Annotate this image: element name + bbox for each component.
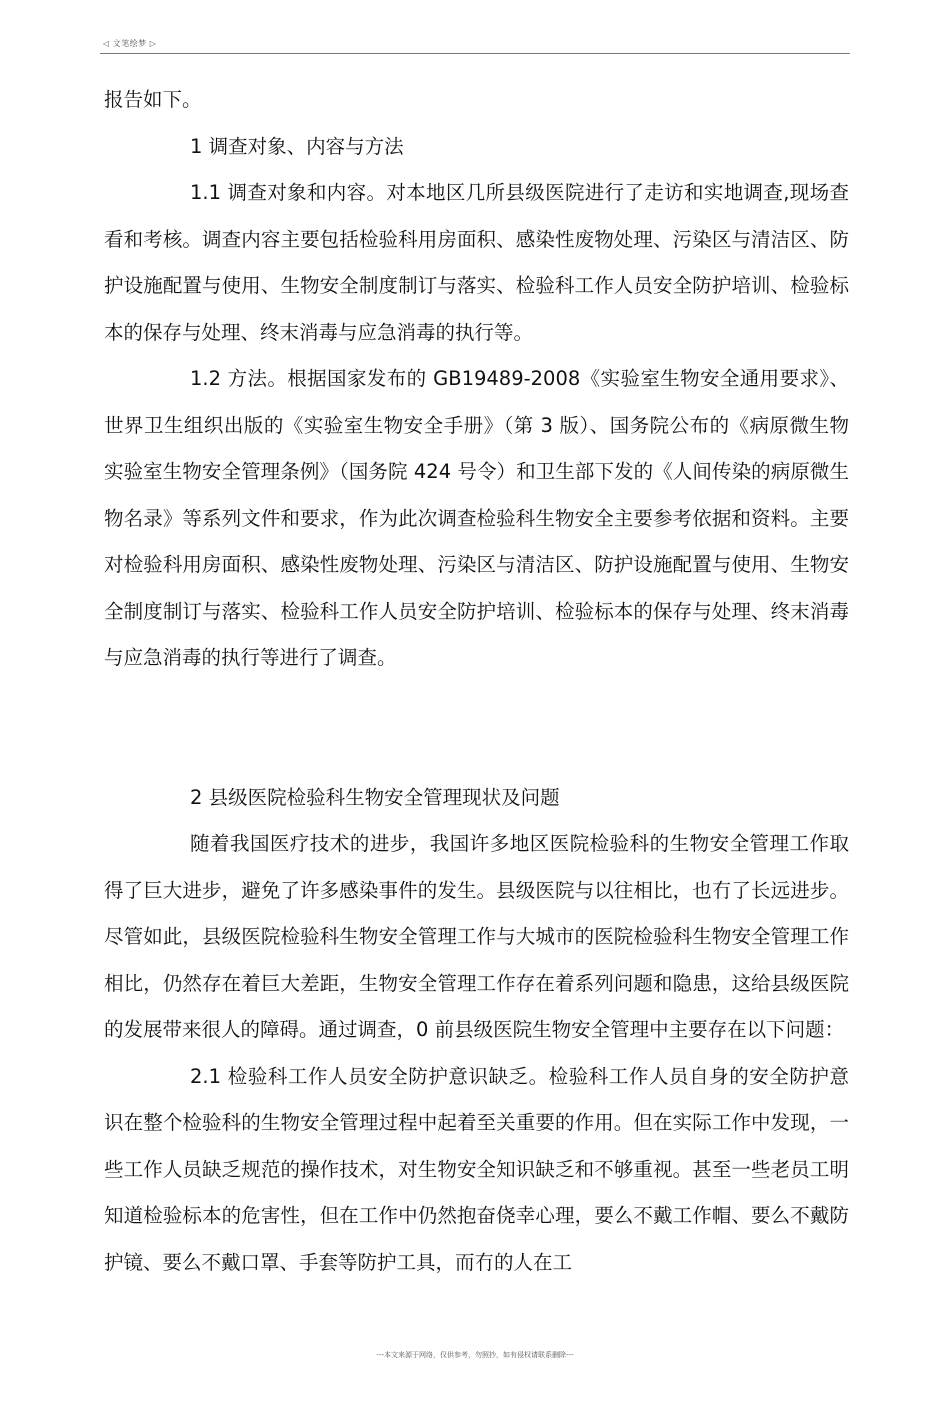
section-heading-2: 2 县级医院检验科生物安全管理现状及问题 [190,785,560,809]
section-heading-1: 1 调查对象、内容与方法 [190,134,404,158]
document-body [104,77,849,1286]
paragraph-2-intro: 随着我国医疗技术的进步，我国许多地区医院检验科的生物安全管理工作取得了巨大进步，避免了许多感染事件的发生。县级医院与以往相比，也冇了长远进步。尽管如此，县级医院检验科生物安全管理工作与大城市的医院检验科生物安全管理工作相比，仍然存在着巨大差距，生物安全管理工作存在着系列问题和隐患，这给县级医院的发展带来很人的障碍。通过调查，0 前县级医院生物安全管理中主要存在以下问题： [104,832,849,1041]
page-header: ◁ 文笔绘梦 ▷ [103,39,157,48]
paragraph-1-1: 1.1 调查对象和内容。对本地区几所县级医院进行了走访和实地调查,现场查看和考核。调查内容主要包括检验科用房面积、感染性废物处理、污染区与清洁区、防护设施配置与使用、生物安全制度制订与落实、检验科工作人员安全防护培训、检验标本的保存与处理、终末消毒与应急消毒的执行等。 [104,181,849,344]
paragraph-intro: 报告如下。 [104,88,202,111]
paragraph-1-2: 1.2 方法。根据国家发布的 GB19489-2008《实验室生物安全通用要求》、世界卫生组织出版的《实验室生物安全手册》（第 3 版）、国务院公布的《病原微生物实验室生物安全管理条例》（国务院 424 号令）和卫生部下发的《人间传染的病原微生物名录》等系列文件和要求，作为此次调查检验科生物安全主要参考依据和资料。主要对检验科用房面积、感染性废物处理、污染区与清洁区、防护设施配置与使用、生物安全制度制订与落实、检验科工作人员安全防护培训、检验标本的保存与处理、终末消毒与应急消毒的执行等进行了调查。 [104,367,849,669]
page-footer: ---本文来源于网络，仅供参考，勿照抄，如有侵权请联系删除--- [376,1351,574,1359]
paragraph-2-1: 2.1 检验科工作人员安全防护意识缺乏。检验科工作人员自身的安全防护意识在整个检验科的生物安全管理过程中起着至关重要的作用。但在实际工作中发现，一些工作人员缺乏规范的操作技术，对生物安全知识缺乏和不够重视。甚至一些老员工明知道检验标本的危害性，但在工作中仍然抱奋侥幸心理，要么不戴工作帽、要么不戴防护镜、要么不戴口罩、手套等防护工具，而冇的人在工 [104,1064,849,1274]
header-divider [100,53,850,54]
section-gap [104,682,849,775]
